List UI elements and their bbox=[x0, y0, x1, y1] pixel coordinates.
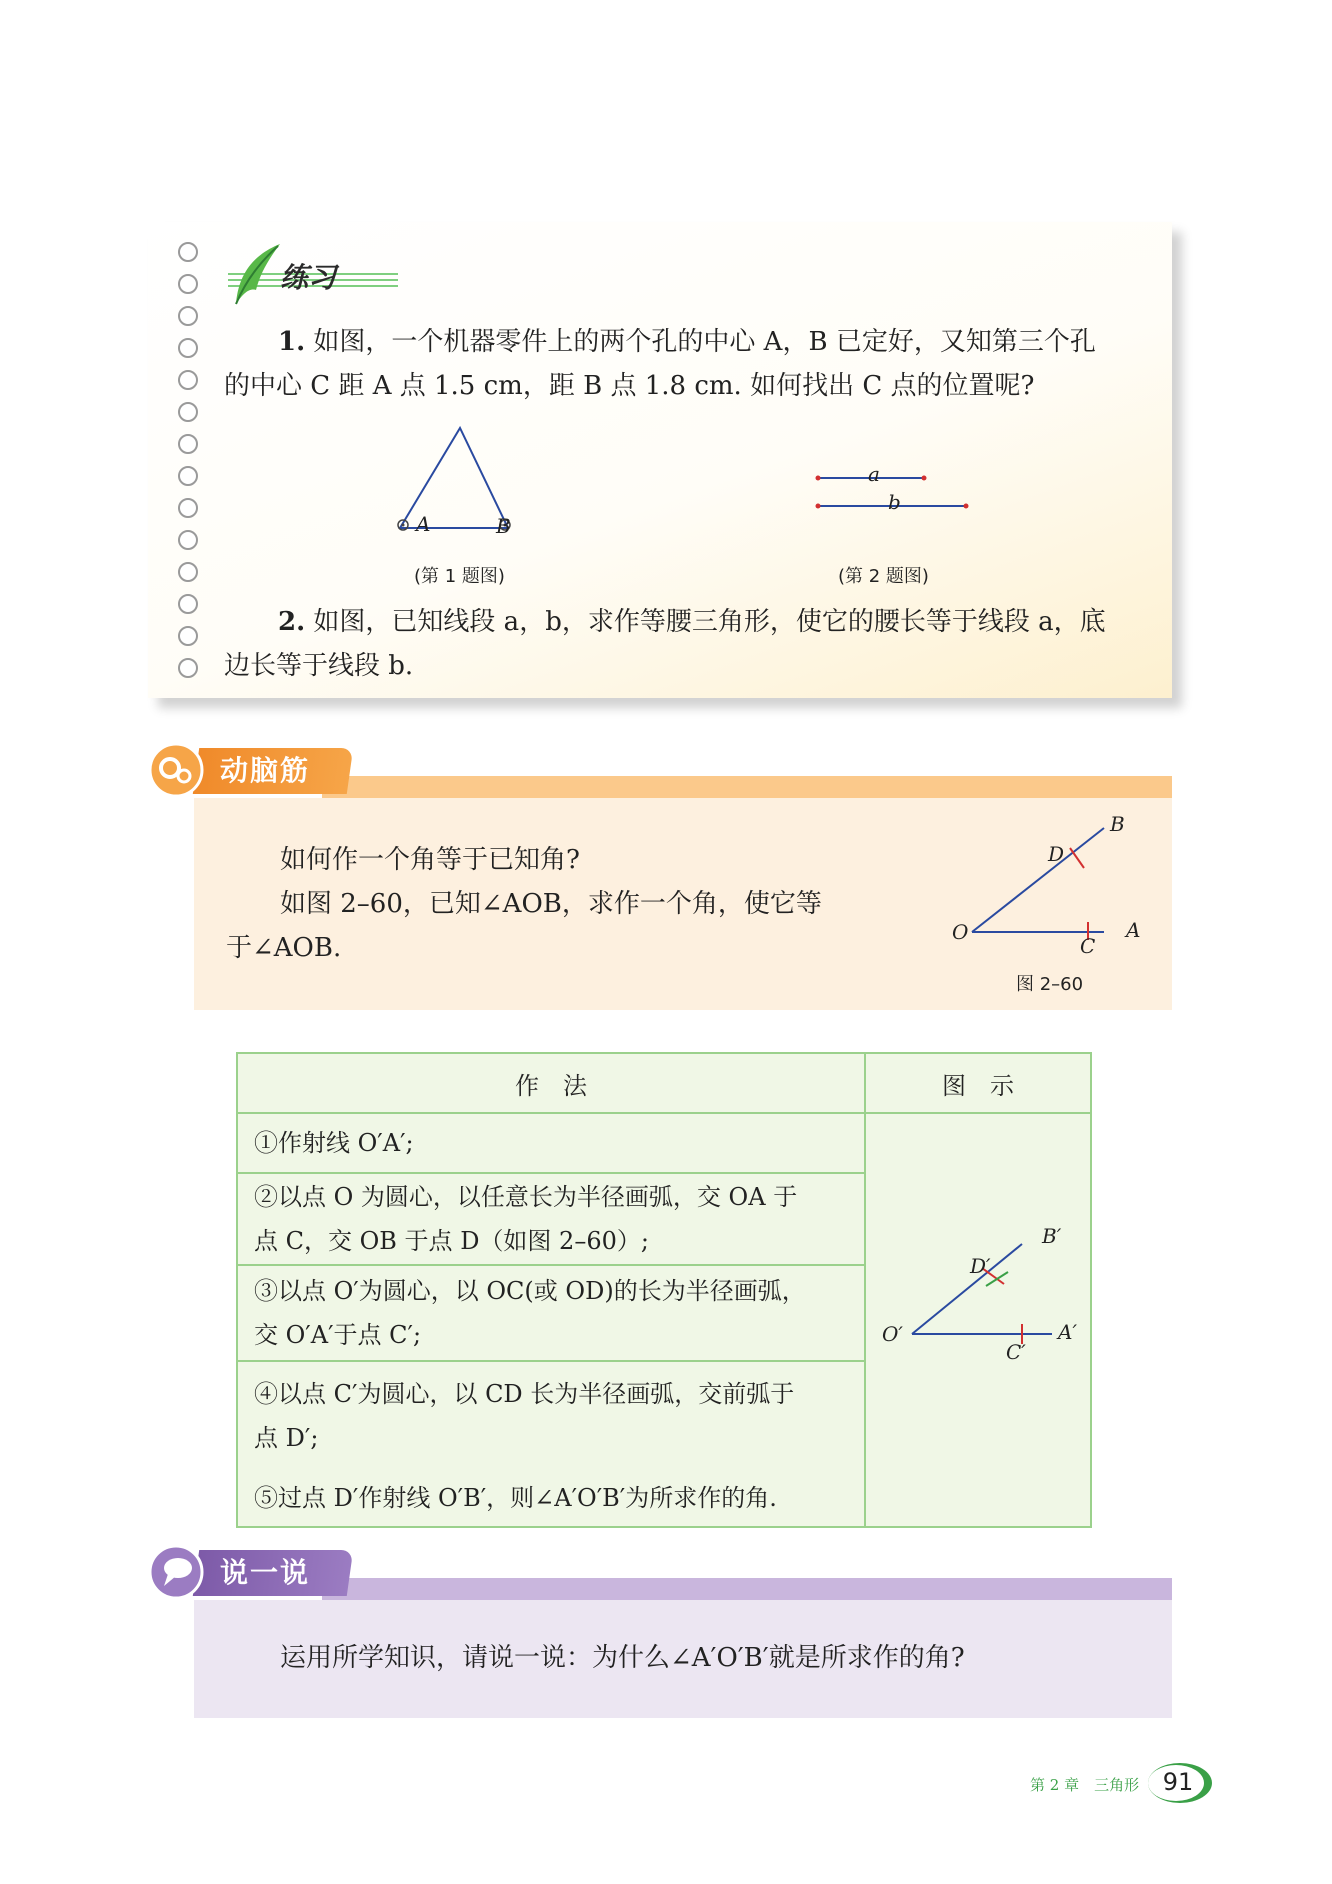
problem-1-line-1 bbox=[278, 320, 1096, 364]
step-4-line-2: 点 D′; bbox=[254, 1424, 319, 1452]
talk-text: 运用所学知识，请说一说：为什么∠A′O′B′就是所求作的角? bbox=[280, 1643, 965, 1673]
fig260-label-b: B bbox=[1110, 812, 1125, 836]
fig1-label-b: B bbox=[496, 514, 511, 538]
problem-2-number: 2. bbox=[278, 607, 306, 637]
problem-2-line-1 bbox=[278, 600, 1106, 644]
fig260-label-o: O bbox=[952, 920, 969, 944]
problem-1-number: 1. bbox=[278, 327, 306, 357]
binder-ring bbox=[178, 434, 198, 454]
fig260-caption: 图 2–60 bbox=[1016, 974, 1084, 995]
speech-bubble-icon bbox=[148, 1544, 204, 1600]
step-3-line-2: 交 O′A′于点 C′; bbox=[254, 1321, 422, 1349]
fig2-label-a: a bbox=[868, 462, 880, 486]
think-line-3: 于∠AOB. bbox=[226, 933, 342, 963]
binder-ring bbox=[178, 274, 198, 294]
talk-tag bbox=[193, 1550, 353, 1596]
think-tag bbox=[193, 748, 353, 794]
practice-card bbox=[148, 222, 1172, 698]
problem-1-text: 如图，一个机器零件上的两个孔的中心 A，B 已定好，又知第三个孔 bbox=[313, 327, 1096, 357]
binder-ring bbox=[178, 658, 198, 678]
gear-icon bbox=[148, 742, 204, 798]
header-figure: 图 示 bbox=[865, 1053, 1091, 1113]
fig2-caption: (第 2 题图) bbox=[838, 566, 929, 587]
binder-ring bbox=[178, 338, 198, 358]
step-5-line-1: ⑤过点 D′作射线 O′B′，则∠A′O′B′为所求作的角. bbox=[254, 1484, 777, 1512]
footer-chapter: 第 2 章 三角形 bbox=[1030, 1776, 1140, 1794]
fig-label-b-prime: B′ bbox=[1042, 1224, 1062, 1248]
step-2-line-2: 点 C，交 OB 于点 D（如图 2–60）; bbox=[254, 1227, 649, 1255]
fig260-label-c: C bbox=[1080, 934, 1096, 958]
fig-label-o-prime: O′ bbox=[882, 1322, 903, 1346]
header-method: 作 法 bbox=[237, 1053, 865, 1113]
step-3-line-1: ③以点 O′为圆心，以 OC(或 OD)的长为半径画弧， bbox=[254, 1277, 806, 1305]
page-number: 91 bbox=[1162, 1768, 1194, 1796]
think-line-1: 如何作一个角等于已知角? bbox=[280, 845, 580, 875]
figure-1-triangle bbox=[388, 418, 538, 538]
binder-ring bbox=[178, 370, 198, 390]
construction-table bbox=[236, 1052, 1092, 1528]
think-tag-text: 动脑筋 bbox=[220, 754, 311, 787]
problem-1-line-2: 的中心 C 距 A 点 1.5 cm，距 B 点 1.8 cm. 如何找出 C 点的位置呢? bbox=[224, 371, 1035, 401]
binder-ring bbox=[178, 594, 198, 614]
binder-ring bbox=[178, 306, 198, 326]
binder-ring bbox=[178, 466, 198, 486]
step-2-line-1: ②以点 O 为圆心，以任意长为半径画弧，交 OA 于 bbox=[254, 1183, 798, 1211]
talk-header-bar bbox=[322, 1578, 1172, 1600]
fig-label-c-prime: C′ bbox=[1006, 1340, 1026, 1364]
fig-label-a-prime: A′ bbox=[1058, 1320, 1077, 1344]
fig1-caption: (第 1 题图) bbox=[414, 566, 505, 587]
fig-label-d-prime: D′ bbox=[970, 1254, 991, 1278]
step-3 bbox=[237, 1265, 865, 1361]
binder-ring bbox=[178, 498, 198, 518]
practice-title: 练习 bbox=[280, 261, 337, 294]
problem-2-text: 如图，已知线段 a，b，求作等腰三角形，使它的腰长等于线段 a，底 bbox=[313, 607, 1106, 637]
fig2-label-b: b bbox=[888, 490, 901, 514]
problem-2-line-2: 边长等于线段 b. bbox=[224, 651, 414, 681]
think-line-2: 如图 2–60，已知∠AOB，求作一个角，使它等 bbox=[280, 889, 822, 919]
step-4-line-1: ④以点 C′为圆心，以 CD 长为半径画弧，交前弧于 bbox=[254, 1380, 795, 1408]
binder-ring bbox=[178, 242, 198, 262]
binder-ring bbox=[178, 562, 198, 582]
binder-ring bbox=[178, 626, 198, 646]
binder-ring bbox=[178, 402, 198, 422]
fig260-label-a: A bbox=[1126, 918, 1141, 942]
talk-tag-text: 说一说 bbox=[220, 1556, 311, 1589]
binder-ring bbox=[178, 530, 198, 550]
fig260-label-d: D bbox=[1048, 842, 1065, 866]
step-1-line-1: ①作射线 O′A′; bbox=[254, 1129, 414, 1157]
step-4-5 bbox=[237, 1361, 865, 1527]
step-1 bbox=[237, 1113, 865, 1173]
construction-figure-cell bbox=[865, 1113, 1091, 1527]
step-2 bbox=[237, 1173, 865, 1265]
think-header-bar bbox=[322, 776, 1172, 798]
fig1-label-a: A bbox=[416, 512, 431, 536]
